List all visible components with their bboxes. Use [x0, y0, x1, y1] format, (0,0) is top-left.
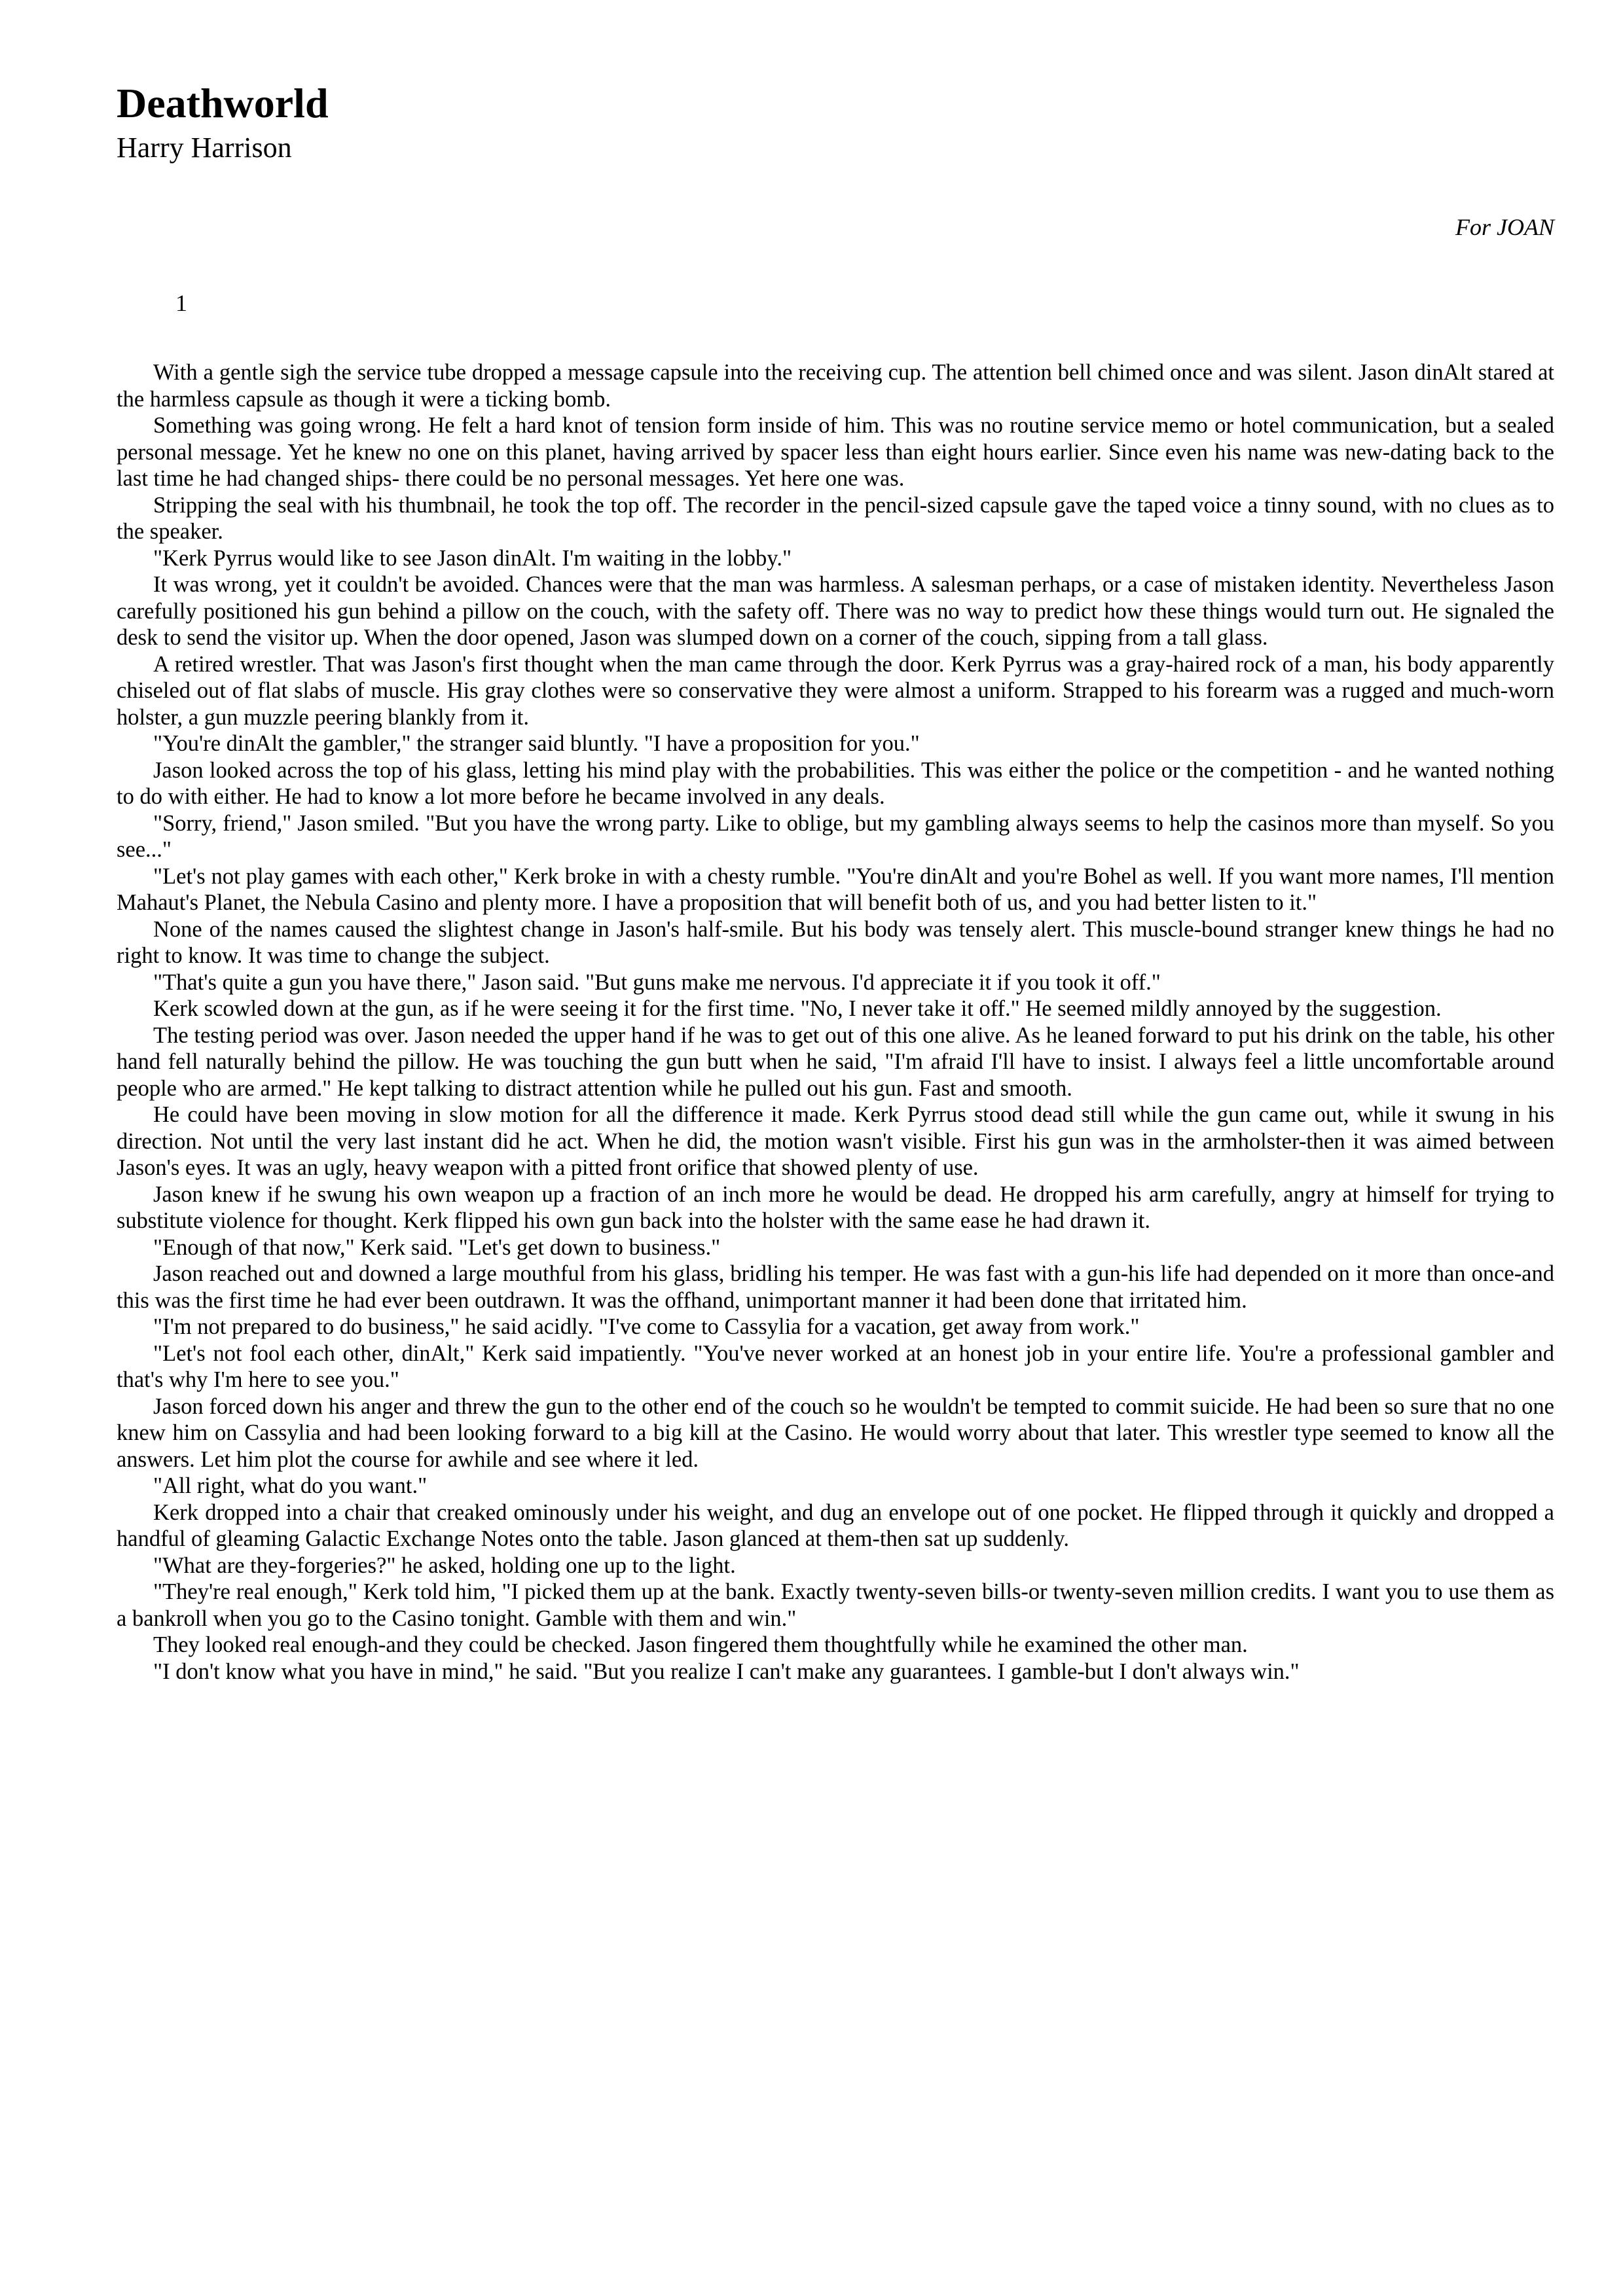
- paragraph: The testing period was over. Jason needed the upper hand if he was to get out of this one alive. As he leaned forward to put his drink on the table, his other hand fell naturally behind the pillow. He was touching the gun butt when he said, "I'm afraid I'll have to insist. I always feel a little uncomfortable around people who are armed." He kept talking to distract attention while he pulled out his gun. Fast and smooth.: [117, 1022, 1554, 1101]
- paragraph: "I don't know what you have in mind," he said. "But you realize I can't make any guarantees. I gamble-but I don't always win.": [153, 1659, 1300, 1684]
- paragraph: "That's quite a gun you have there," Jason said. "But guns make me nervous. I'd appreciate it if you took it off.": [153, 969, 1161, 995]
- dedication: For JOAN: [1455, 214, 1554, 240]
- paragraph: Jason looked across the top of his glass, letting his mind play with the probabilities. This was either the police or the competition - and he wanted nothing to do with either. He had to know a lot more before he became involved in any deals.: [117, 757, 1554, 809]
- paragraph: Something was going wrong. He felt a hard knot of tension form inside of him. This was no routine service memo or hotel communication, but a sealed personal message. Yet he knew no one on this planet, having arrived by spacer less than eight hours earlier. Since even his name was new-dating back to the last time he had changed ships- there could be no personal messages. Yet here one was.: [117, 413, 1554, 491]
- paragraph: "Sorry, friend," Jason smiled. "But you have the wrong party. Like to oblige, but my gambling always seems to help the casinos more than myself. So you see...": [117, 810, 1554, 862]
- paragraph: Stripping the seal with his thumbnail, he took the top off. The recorder in the pencil-sized capsule gave the taped voice a tinny sound, with no clues as to the speaker.: [117, 492, 1554, 544]
- paragraph: "Let's not fool each other, dinAlt," Kerk said impatiently. "You've never worked at an honest job in your entire life. You're a professional gambler and that's why I'm here to see you.": [117, 1340, 1554, 1392]
- paragraph: "Kerk Pyrrus would like to see Jason dinAlt. I'm waiting in the lobby.": [153, 545, 792, 571]
- paragraph: With a gentle sigh the service tube dropped a message capsule into the receiving cup. The attention bell chimed once and was silent. Jason dinAlt stared at the harmless capsule as though it were a ticking bomb.: [117, 360, 1554, 412]
- paragraph: Jason forced down his anger and threw the gun to the other end of the couch so he wouldn't be tempted to commit suicide. He had been so sure that no one knew him on Cassylia and had been looking forward to a big kill at the Casino. He would worry about that later. This wrestler type seemed to know all the answers. Let him plot the course for awhile and see where it led.: [117, 1393, 1554, 1472]
- paragraph: None of the names caused the slightest change in Jason's half-smile. But his body was tensely alert. This muscle-bound stranger knew things he had no right to know. It was time to change the subject.: [117, 916, 1554, 968]
- book-author: Harry Harrison: [117, 132, 292, 164]
- paragraph: "Let's not play games with each other," Kerk broke in with a chesty rumble. "You're dinAlt and you're Bohel as well. If you want more names, I'll mention Mahaut's Planet, the Nebula Casino and plenty more. I have a proposition that will benefit both of us, and you had better listen to it.": [117, 863, 1554, 915]
- paragraph: Jason knew if he swung his own weapon up a fraction of an inch more he would be dead. He dropped his arm carefully, angry at himself for trying to substitute violence for thought. Kerk flipped his own gun back into the holster with the same ease he had drawn it.: [117, 1181, 1554, 1233]
- paragraph: They looked real enough-and they could be checked. Jason fingered them thoughtfully while he examined the other man.: [153, 1632, 1248, 1657]
- paragraph: "All right, what do you want.": [153, 1473, 428, 1498]
- book-title: Deathworld: [117, 80, 329, 126]
- paragraph: Kerk dropped into a chair that creaked ominously under his weight, and dug an envelope out of one pocket. He flipped through it quickly and dropped a handful of gleaming Galactic Exchange Notes onto the table. Jason glanced at them-then sat up suddenly.: [117, 1499, 1554, 1551]
- paragraph: Kerk scowled down at the gun, as if he were seeing it for the first time. "No, I never take it off." He seemed mildly annoyed by the suggestion.: [153, 996, 1442, 1021]
- paragraph: He could have been moving in slow motion for all the difference it made. Kerk Pyrrus stood dead still while the gun came out, while it swung in his direction. Not until the very last instant did he act. When he did, the motion wasn't visible. First his gun was in the armholster-then it was aimed between Jason's eyes. It was an ugly, heavy weapon with a pitted front orifice that showed plenty of use.: [117, 1102, 1554, 1180]
- chapter-number: 1: [175, 290, 187, 316]
- paragraph: "I'm not prepared to do business," he said acidly. "I've come to Cassylia for a vacation, get away from work.": [153, 1314, 1140, 1339]
- paragraph: It was wrong, yet it couldn't be avoided. Chances were that the man was harmless. A salesman perhaps, or a case of mistaken identity. Nevertheless Jason carefully positioned his gun behind a pillow on the couch, with the safety off. There was no way to predict how these things would turn out. He signaled the desk to send the visitor up. When the door opened, Jason was slumped down on a corner of the couch, sipping from a tall glass.: [117, 572, 1554, 650]
- paragraph: "You're dinAlt the gambler," the stranger said bluntly. "I have a proposition for you.": [153, 731, 920, 756]
- paragraph: "What are they-forgeries?" he asked, holding one up to the light.: [153, 1552, 736, 1578]
- paragraph: "Enough of that now," Kerk said. "Let's get down to business.": [153, 1234, 721, 1260]
- paragraph: "They're real enough," Kerk told him, "I picked them up at the bank. Exactly twenty-seven bills-or twenty-seven million credits. I want you to use them as a bankroll when you go to the Casino tonight. Gamble with them and win.": [117, 1579, 1554, 1631]
- paragraph: A retired wrestler. That was Jason's first thought when the man came through the door. Kerk Pyrrus was a gray-haired rock of a man, his body apparently chiseled out of flat slabs of muscle. His gray clothes were so conservative they were almost a uniform. Strapped to his forearm was a rugged and much-worn holster, a gun muzzle peering blankly from it.: [117, 651, 1554, 730]
- paragraph: Jason reached out and downed a large mouthful from his glass, bridling his temper. He was fast with a gun-his life had depended on it more than once-and this was the first time he had ever been outdrawn. It was the offhand, unimportant manner it had been done that irritated him.: [117, 1261, 1554, 1313]
- document-page: [117, 77, 1554, 1685]
- chapter-body: [117, 359, 1554, 1685]
